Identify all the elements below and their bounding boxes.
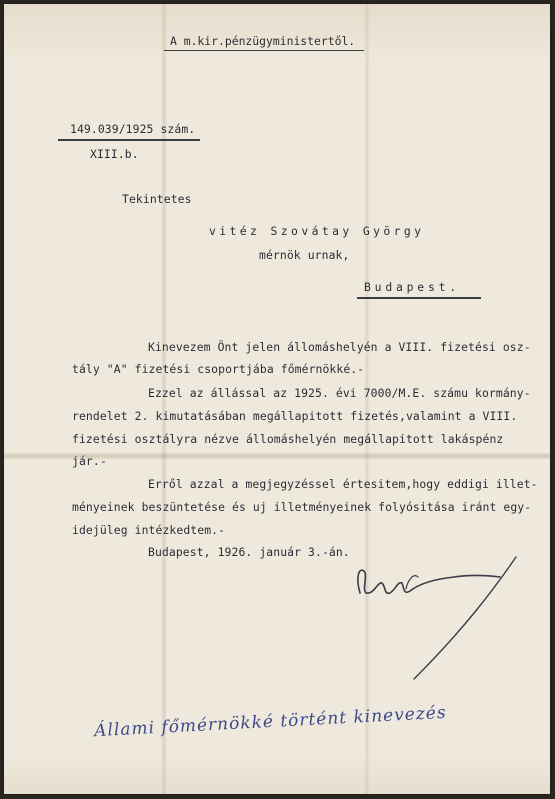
reference-underline bbox=[58, 139, 200, 141]
addressee-title: mérnök urnak, bbox=[259, 248, 350, 262]
body-line: ményeinek beszüntetése és uj illetményeinek folyósitása iránt egy- bbox=[72, 500, 532, 514]
reference-number: 149.039/1925 szám. bbox=[70, 122, 196, 136]
body-line: Kinevezem Önt jelen állomáshelyén a VIII. fizetési osz- bbox=[148, 340, 531, 354]
body-line: Ezzel az állással az 1925. évi 7000/M.E. számu kormány- bbox=[148, 386, 531, 400]
letter-paper bbox=[4, 4, 550, 794]
ministry-header: A m.kir.pénzügyministertől. bbox=[170, 34, 356, 48]
body-line: rendelet 2. kimutatásában megállapitott fizetés,valamint a VIII. bbox=[72, 409, 518, 423]
reference-department: XIII.b. bbox=[90, 147, 139, 161]
body-line: Erről azzal a megjegyzéssel értesitem,hogy eddigi illet- bbox=[148, 477, 538, 491]
addressee-city: Budapest. bbox=[364, 280, 460, 294]
body-line: idejüleg intézkedtem.- bbox=[72, 523, 226, 537]
addressee-name: vitéz Szovátay György bbox=[209, 224, 425, 238]
body-line: tály "A" fizetési csoportjába főmérnökké.- bbox=[72, 362, 365, 376]
body-line: fizetési osztályra nézve állomáshelyén megállapitott lakáspénz bbox=[72, 432, 504, 446]
city-underline bbox=[357, 297, 481, 299]
header-underline bbox=[164, 50, 364, 51]
salutation: Tekintetes bbox=[122, 192, 192, 206]
body-line: jár.- bbox=[72, 454, 107, 468]
date-line: Budapest, 1926. január 3.-án. bbox=[148, 545, 350, 559]
signature bbox=[344, 549, 534, 689]
handwritten-note: Állami főmérnökké történt kinevezés bbox=[93, 702, 448, 742]
